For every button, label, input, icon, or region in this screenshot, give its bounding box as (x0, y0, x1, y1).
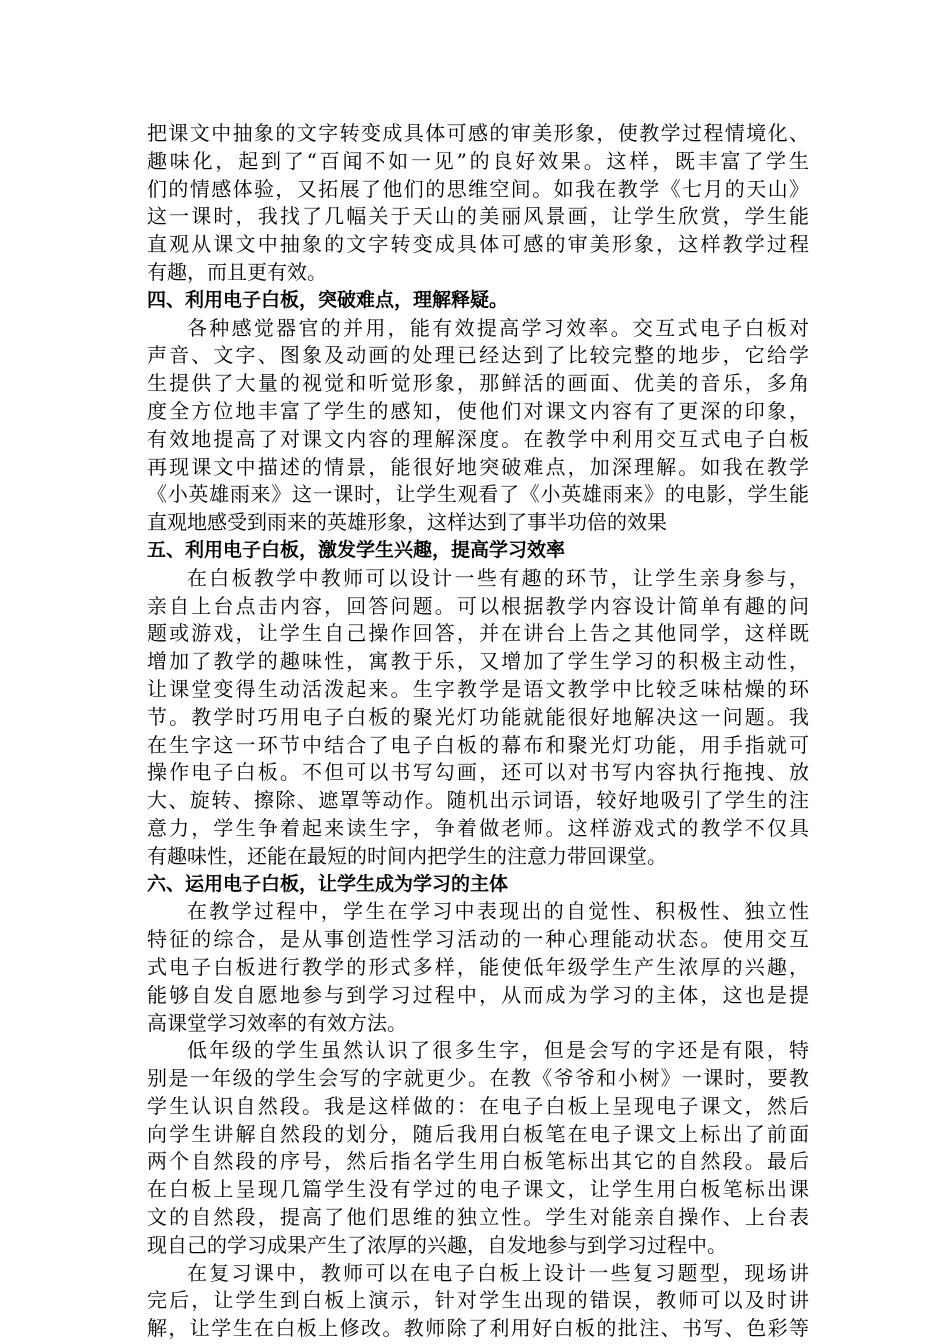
body-text-line: 在白板上呈现几篇学生没有学过的电子课文，让学生用白板笔标出课 (147, 1177, 809, 1202)
body-text-line: 这一课时，我找了几幅关于天山的美丽风景画，让学生欣赏，学生能 (147, 204, 809, 229)
body-text-line: 生提供了大量的视觉和听觉形象，那鲜活的画面、优美的音乐，多角 (147, 371, 809, 396)
body-text-line: 文的自然段，提高了他们思维的独立性。学生对能亲自操作、上台表 (147, 1205, 809, 1230)
body-text-line: 意力，学生争着起来读生字，争着做老师。这样游戏式的教学不仅具 (147, 815, 809, 840)
body-text-line: 完后，让学生到白板上演示，针对学生出现的错误，教师可以及时讲 (147, 1288, 809, 1313)
body-text-line: 现自己的学习成果产生了浓厚的兴趣，自发地参与到学习过程中。 (147, 1232, 727, 1257)
body-text-line: 高课堂学习效率的有效方法。 (147, 1010, 407, 1035)
body-text-line: 有趣味性，还能在最短的时间内把学生的注意力带回课堂。 (147, 843, 667, 868)
body-text-line: 再现课文中描述的情景，能很好地突破难点，加深理解。如我在教学 (147, 454, 809, 479)
body-text-line: 学生认识自然段。我是这样做的：在电子白板上呈现电子课文，然后 (147, 1093, 809, 1118)
document-page (147, 120, 809, 1343)
body-text-line: 把课文中抽象的文字转变成具体可感的审美形象，使教学过程情境化、 (147, 121, 809, 145)
body-text-line: 能够自发自愿地参与到学习过程中，从而成为学习的主体，这也是提 (147, 982, 809, 1007)
section-heading: 六、运用电子白板，让学生成为学习的主体 (147, 872, 509, 895)
body-text-line: 向学生讲解自然段的划分，随后我用白板笔在电子课文上标出了前面 (147, 1121, 809, 1146)
body-text-line: 在教学过程中，学生在学习中表现出的自觉性、积极性、独立性 (187, 899, 809, 924)
body-text-line: 直观地感受到雨来的英雄形象，这样达到了事半功倍的效果 (147, 510, 667, 535)
body-text-line: 节。教学时巧用电子白板的聚光灯功能就能很好地解决这一问题。我 (147, 704, 809, 729)
body-text-line: 大、旋转、擦除、遮罩等动作。随机出示词语，较好地吸引了学生的注 (147, 788, 809, 813)
body-text-line: 们的情感体验，又拓展了他们的思维空间。如我在教学《七月的天山》 (147, 176, 809, 201)
body-text-line: 低年级的学生虽然认识了很多生字，但是会写的字还是有限，特 (187, 1038, 809, 1063)
body-text-line: 声音、文字、图象及动画的处理已经达到了比较完整的地步，它给学 (147, 343, 809, 368)
body-text-line: 两个自然段的序号，然后指名学生用白板笔标出其它的自然段。最后 (147, 1149, 809, 1174)
body-text-line: 在白板教学中教师可以设计一些有趣的环节，让学生亲身参与， (187, 565, 809, 590)
body-text-line: 在复习课中，教师可以在电子白板上设计一些复习题型，现场讲 (187, 1260, 809, 1285)
body-text-line: 别是一年级的学生会写的字就更少。在教《爷爷和小树》一课时，要教 (147, 1066, 809, 1091)
body-text-line: 有效地提高了对课文内容的理解深度。在教学中利用交互式电子白板 (147, 426, 809, 451)
body-text-line: 式电子白板进行教学的形式多样，能使低年级学生产生浓厚的兴趣， (147, 954, 809, 979)
body-text-line: 《小英雄雨来》这一课时，让学生观看了《小英雄雨来》的电影，学生能 (147, 482, 809, 507)
body-text-line: 让课堂变得生动活泼起来。生字教学是语文教学中比较乏味枯燥的环 (147, 676, 809, 701)
body-text-line: 趣味化，起到了“百闻不如一见”的良好效果。这样，既丰富了学生 (147, 148, 809, 173)
section-heading: 四、利用电子白板，突破难点，理解释疑。 (147, 288, 509, 311)
body-text-line: 题或游戏，让学生自己操作回答，并在讲台上告之其他同学，这样既 (147, 621, 809, 646)
body-text-line: 度全方位地丰富了学生的感知，使他们对课文内容有了更深的印象， (147, 398, 809, 423)
body-text-line: 各种感觉器官的并用，能有效提高学习效率。交互式电子白板对 (187, 315, 809, 340)
body-text-line: 特征的综合，是从事创造性学习活动的一种心理能动状态。使用交互 (147, 927, 809, 952)
body-text-line: 增加了教学的趣味性，寓教于乐，又增加了学生学习的积极主动性， (147, 649, 809, 674)
body-text-line: 有趣，而且更有效。 (147, 259, 327, 284)
body-text-line: 亲自上台点击内容，回答问题。可以根据教学内容设计简单有趣的问 (147, 593, 809, 618)
body-text-line: 直观从课文中抽象的文字转变成具体可感的审美形象，这样教学过程 (147, 232, 809, 257)
section-heading: 五、利用电子白板，激发学生兴趣，提高学习效率 (147, 538, 566, 561)
body-text-line: 在生字这一环节中结合了电子白板的幕布和聚光灯功能，用手指就可 (147, 732, 809, 757)
body-text-line: 解，让学生在白板上修改。教师除了利用好白板的批注、书写、色彩等 (147, 1316, 809, 1341)
body-text-line: 操作电子白板。不但可以书写勾画，还可以对书写内容执行拖拽、放 (147, 760, 809, 785)
